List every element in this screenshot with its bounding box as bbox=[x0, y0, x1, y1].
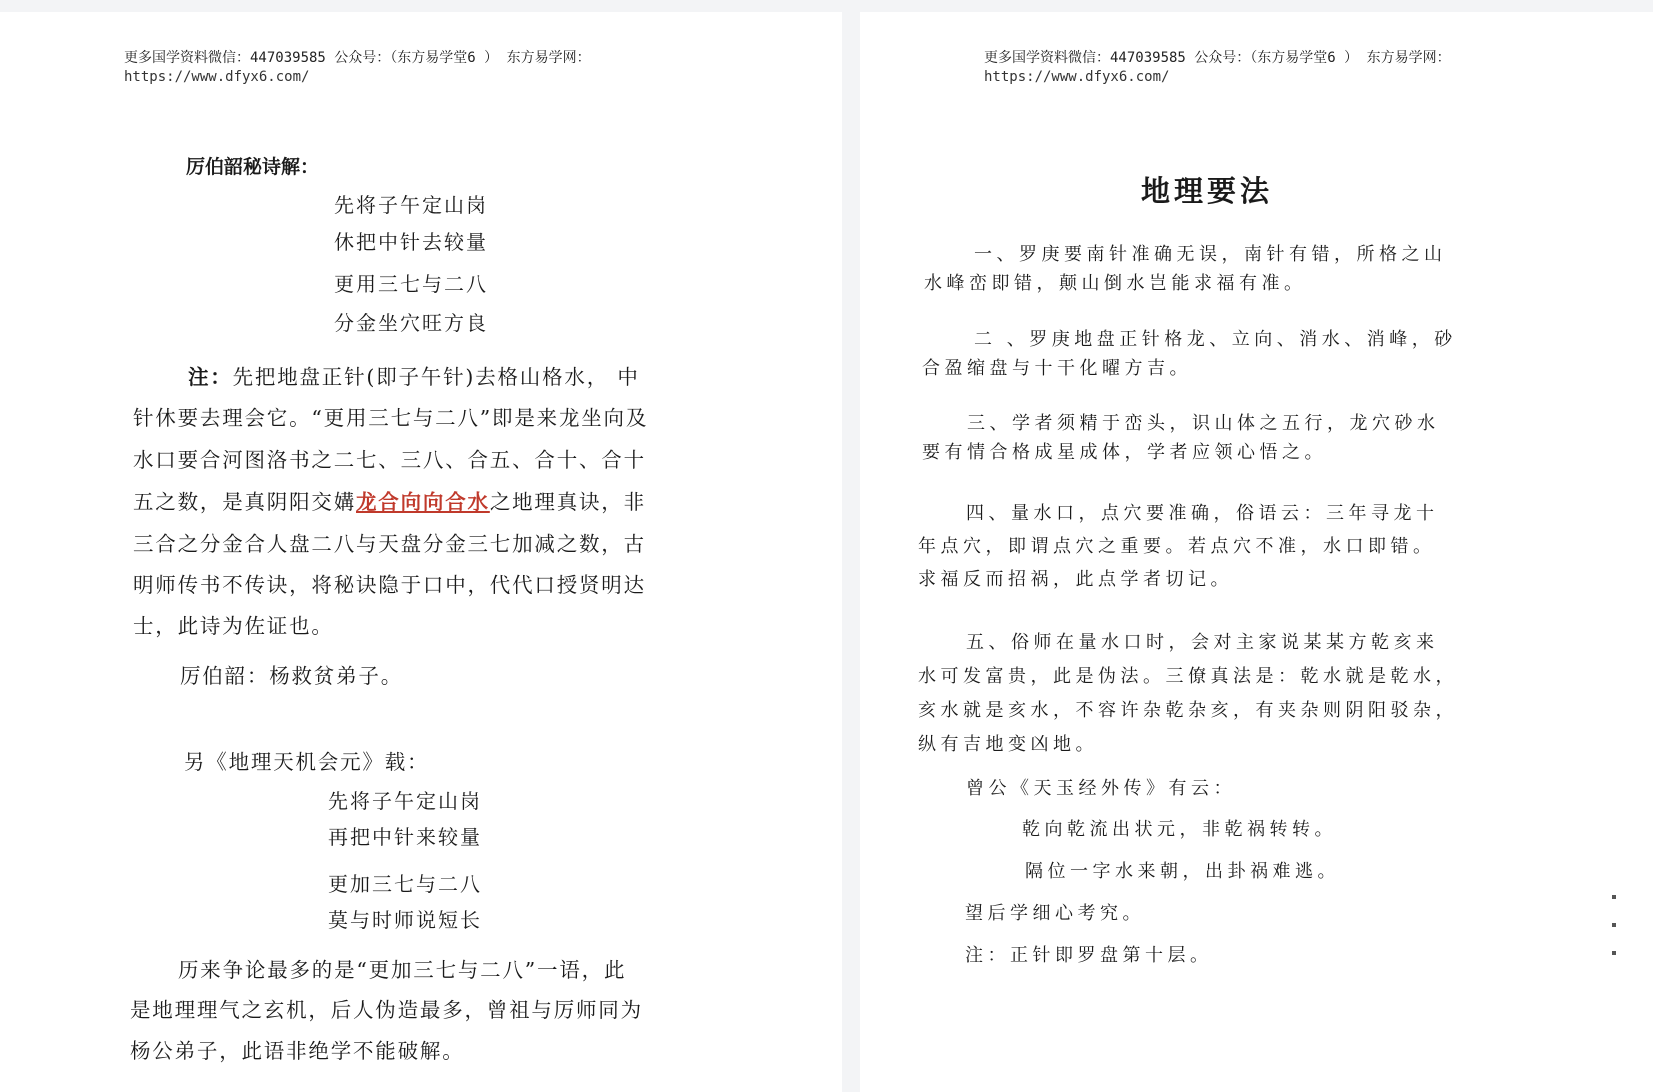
header-contact: 更多国学资料微信：447039585 公众号：（东方易学堂6 ） 东方易学网： bbox=[124, 50, 591, 66]
note-paragraph-line: 水口要合河图洛书之二七、三八、合五、合十、合十 bbox=[133, 448, 646, 472]
section-heading: 厉伯韶秘诗解： bbox=[186, 156, 320, 178]
rule-item-line: 要有情合格成星成体，学者应领心悟之。 bbox=[922, 442, 1327, 463]
page-header bbox=[124, 49, 591, 87]
note-paragraph-line: 三合之分金合人盘二八与天盘分金三七加减之数，古 bbox=[133, 532, 646, 556]
poem-line: 莫与时师说短长 bbox=[328, 908, 482, 932]
page-title: 地理要法 bbox=[1141, 174, 1274, 208]
poem-line: 先将子午定山岗 bbox=[334, 193, 488, 217]
rule-item-line: 合盈缩盘与十干化曜方吉。 bbox=[922, 358, 1192, 379]
note-paragraph-line: 士，此诗为佐证也。 bbox=[133, 614, 334, 638]
closing-paragraph-line: 是地理理气之玄机，后人伪造最多，曾祖与厉师同为 bbox=[130, 998, 643, 1022]
rule-item-line: 求福反而招祸，此点学者切记。 bbox=[918, 569, 1233, 590]
left-page bbox=[0, 12, 842, 1092]
closing-paragraph-line: 杨公弟子，此语非绝学不能破解。 bbox=[130, 1039, 465, 1063]
rule-item-line: 二 、罗庚地盘正针格龙、立向、消水、消峰，砂 bbox=[974, 329, 1457, 350]
quote-line: 乾向乾流出状元，非乾祸转转。 bbox=[1022, 819, 1337, 840]
highlighted-link[interactable]: 龙合向向合水 bbox=[356, 490, 490, 514]
poem-line: 更加三七与二八 bbox=[328, 872, 482, 896]
closing-paragraph-line: 历来争论最多的是“更加三七与二八”一语，此 bbox=[178, 958, 627, 982]
poem-line: 分金坐穴旺方良 bbox=[334, 311, 488, 335]
rule-item-line: 纵有吉地变凶地。 bbox=[918, 734, 1098, 755]
margin-marks bbox=[1612, 895, 1622, 979]
advice-line: 望后学细心考究。 bbox=[965, 903, 1145, 924]
note-label: 注： bbox=[188, 365, 233, 389]
poem-line: 休把中针去较量 bbox=[334, 230, 488, 254]
right-page bbox=[860, 12, 1653, 1092]
header-url: https://www.dfyx6.com/ bbox=[124, 69, 310, 85]
rule-item-line: 亥水就是亥水，不容许杂乾杂亥，有夹杂则阴阳驳杂， bbox=[918, 700, 1458, 721]
quote-intro: 曾公《天玉经外传》有云： bbox=[966, 778, 1236, 799]
header-url: https://www.dfyx6.com/ bbox=[984, 69, 1170, 85]
note-paragraph-line: 针休要去理会它。“更用三七与二八”即是来龙坐向及 bbox=[133, 406, 649, 430]
margin-dot bbox=[1612, 895, 1616, 899]
poem-line: 先将子午定山岗 bbox=[328, 789, 482, 813]
note-paragraph-line: 五之数，是真阴阳交媾龙合向向合水之地理真诀，非 bbox=[133, 490, 646, 514]
margin-dot bbox=[1612, 923, 1616, 927]
author-line: 厉伯韶：杨救贫弟子。 bbox=[180, 664, 403, 688]
source-line: 另《地理天机会元》载： bbox=[184, 750, 430, 774]
rule-item-line: 水可发富贵，此是伪法。三僚真法是：乾水就是乾水， bbox=[918, 666, 1458, 687]
rule-item-line: 三、学者须精于峦头，识山体之五行，龙穴砂水 bbox=[967, 413, 1440, 434]
rule-item-line: 水峰峦即错，颠山倒水岂能求福有准。 bbox=[924, 273, 1307, 294]
quote-line: 隔位一字水来朝，出卦祸难逃。 bbox=[1025, 861, 1340, 882]
rule-item-line: 四、量水口，点穴要准确，俗语云：三年寻龙十 bbox=[966, 503, 1439, 524]
margin-dot bbox=[1612, 951, 1616, 955]
rule-item-line: 五、俗师在量水口时，会对主家说某某方乾亥来 bbox=[966, 632, 1439, 653]
rule-item-line: 一、罗庚要南针准确无误，南针有错，所格之山 bbox=[974, 244, 1447, 265]
note-line: 注：正针即罗盘第十层。 bbox=[965, 945, 1213, 966]
page-header bbox=[984, 49, 1451, 87]
header-contact: 更多国学资料微信：447039585 公众号：（东方易学堂6 ） 东方易学网： bbox=[984, 50, 1451, 66]
poem-line: 更用三七与二八 bbox=[334, 272, 488, 296]
rule-item-line: 年点穴，即谓点穴之重要。若点穴不准，水口即错。 bbox=[918, 536, 1436, 557]
poem-line: 再把中针来较量 bbox=[328, 825, 482, 849]
note-paragraph-line: 明师传书不传诀，将秘诀隐于口中，代代口授贤明达 bbox=[133, 573, 646, 597]
note-paragraph-line: 注：先把地盘正针(即子午针)去格山格水， 中 bbox=[188, 365, 640, 389]
